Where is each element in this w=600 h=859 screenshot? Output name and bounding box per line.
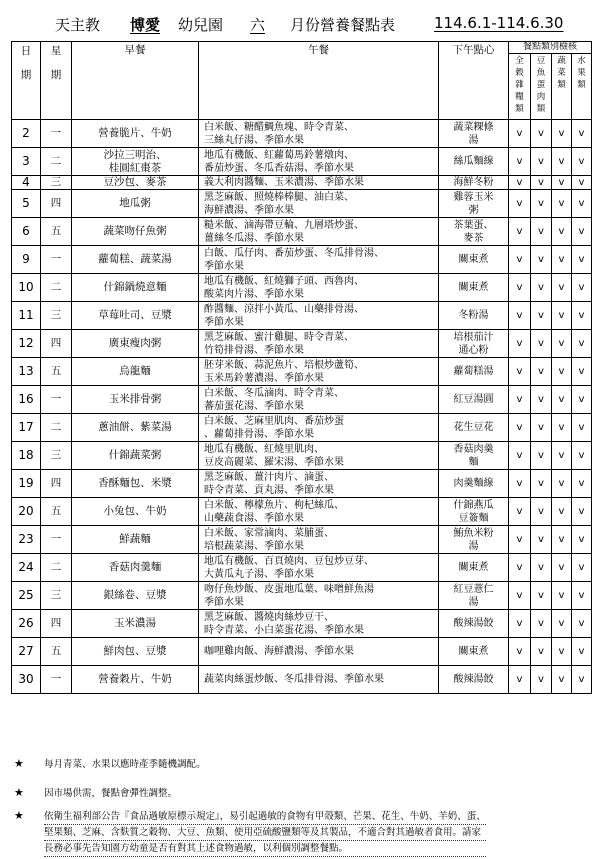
row-lunch: 白米飯、檸檬魚片、枸杞絲瓜、 山藥蔬食湯、季節水果 bbox=[199, 498, 439, 526]
check-mark: v bbox=[572, 442, 592, 470]
check-mark: v bbox=[531, 414, 552, 442]
row-date: 30 bbox=[12, 666, 41, 694]
row-weekday: 四 bbox=[41, 190, 72, 218]
row-date: 27 bbox=[12, 638, 41, 666]
check-mark: v bbox=[572, 638, 592, 666]
check-mark: v bbox=[552, 190, 572, 218]
check-mark: v bbox=[552, 218, 572, 246]
row-weekday: 二 bbox=[41, 148, 72, 176]
check-mark: v bbox=[509, 554, 531, 582]
menu-row bbox=[12, 246, 592, 274]
check-mark: v bbox=[531, 246, 552, 274]
row-weekday: 三 bbox=[41, 582, 72, 610]
row-weekday: 三 bbox=[41, 442, 72, 470]
check-mark: v bbox=[572, 610, 592, 638]
check-mark: v bbox=[531, 330, 552, 358]
row-lunch: 黑芝麻飯、蜜汁雞腿、時令青菜、 竹筍排骨湯、季節水果 bbox=[199, 330, 439, 358]
check-mark: v bbox=[552, 526, 572, 554]
check-mark: v bbox=[531, 302, 552, 330]
star-icon: ★ bbox=[14, 809, 24, 822]
row-date: 24 bbox=[12, 554, 41, 582]
row-breakfast: 營養脆片、牛奶 bbox=[72, 120, 199, 148]
check-mark: v bbox=[572, 190, 592, 218]
check-mark: v bbox=[509, 218, 531, 246]
menu-row bbox=[12, 470, 592, 498]
header-cat-vegetable: 蔬 菜 類 bbox=[552, 54, 572, 120]
menu-table bbox=[11, 41, 592, 694]
row-date: 26 bbox=[12, 610, 41, 638]
check-mark: v bbox=[531, 554, 552, 582]
check-mark: v bbox=[509, 190, 531, 218]
check-mark: v bbox=[531, 190, 552, 218]
row-snack: 關東煮 bbox=[439, 638, 509, 666]
row-snack: 茶葉蛋、 麥茶 bbox=[439, 218, 509, 246]
menu-row bbox=[12, 610, 592, 638]
row-breakfast: 地瓜粥 bbox=[72, 190, 199, 218]
menu-row bbox=[12, 526, 592, 554]
row-weekday: 一 bbox=[41, 246, 72, 274]
row-snack: 酸辣湯餃 bbox=[439, 610, 509, 638]
check-mark: v bbox=[531, 386, 552, 414]
row-snack: 培根茄汁 通心粉 bbox=[439, 330, 509, 358]
check-mark: v bbox=[509, 582, 531, 610]
check-mark: v bbox=[572, 498, 592, 526]
menu-title bbox=[0, 14, 600, 40]
row-breakfast: 蔥油餅、紫菜湯 bbox=[72, 414, 199, 442]
row-lunch: 胚芽米飯、蒜泥魚片、培根炒蘆筍、 玉米馬鈴薯濃湯、季節水果 bbox=[199, 358, 439, 386]
check-mark: v bbox=[531, 176, 552, 190]
title-school: 天主教 bbox=[55, 16, 101, 34]
check-mark: v bbox=[531, 610, 552, 638]
check-mark: v bbox=[572, 414, 592, 442]
row-date: 12 bbox=[12, 330, 41, 358]
menu-row bbox=[12, 148, 592, 176]
header-date: 日 期 bbox=[12, 42, 41, 120]
row-breakfast: 香酥麵包、米漿 bbox=[72, 470, 199, 498]
row-date: 20 bbox=[12, 498, 41, 526]
row-lunch: 黑芝麻飯、照燒棒棒腿、油白菜、 海鮮濃湯、季節水果 bbox=[199, 190, 439, 218]
row-lunch: 地瓜有機飯、紅燒里肌肉、 豆皮高麗菜、羅宋湯、季節水果 bbox=[199, 442, 439, 470]
row-weekday: 一 bbox=[41, 526, 72, 554]
menu-row bbox=[12, 120, 592, 148]
check-mark: v bbox=[552, 148, 572, 176]
row-weekday: 五 bbox=[41, 498, 72, 526]
row-date: 19 bbox=[12, 470, 41, 498]
row-weekday: 一 bbox=[41, 666, 72, 694]
check-mark: v bbox=[509, 330, 531, 358]
check-mark: v bbox=[552, 554, 572, 582]
check-mark: v bbox=[552, 246, 572, 274]
row-breakfast: 玉米排骨粥 bbox=[72, 386, 199, 414]
row-snack: 肉羹麵線 bbox=[439, 470, 509, 498]
header-lunch: 午餐 bbox=[199, 42, 439, 120]
check-mark: v bbox=[572, 358, 592, 386]
row-weekday: 一 bbox=[41, 120, 72, 148]
row-weekday: 五 bbox=[41, 638, 72, 666]
check-mark: v bbox=[509, 638, 531, 666]
row-weekday: 一 bbox=[41, 386, 72, 414]
row-weekday: 二 bbox=[41, 274, 72, 302]
row-date: 4 bbox=[12, 176, 41, 190]
row-weekday: 四 bbox=[41, 610, 72, 638]
row-lunch: 酢醬麵、涼拌小黃瓜、山藥排骨湯、 季節水果 bbox=[199, 302, 439, 330]
row-lunch: 白米飯、芝麻里肌肉、番茄炒蛋 、蘿蔔排骨湯、季節水果 bbox=[199, 414, 439, 442]
row-snack: 酸辣湯餃 bbox=[439, 666, 509, 694]
row-weekday: 四 bbox=[41, 470, 72, 498]
row-weekday: 五 bbox=[41, 358, 72, 386]
check-mark: v bbox=[572, 582, 592, 610]
row-breakfast: 廣東瘦肉粥 bbox=[72, 330, 199, 358]
check-mark: v bbox=[572, 302, 592, 330]
menu-row bbox=[12, 218, 592, 246]
check-mark: v bbox=[572, 176, 592, 190]
row-breakfast: 蘿蔔糕、蔬菜湯 bbox=[72, 246, 199, 274]
check-mark: v bbox=[531, 218, 552, 246]
check-mark: v bbox=[509, 414, 531, 442]
star-icon: ★ bbox=[14, 786, 24, 799]
check-mark: v bbox=[572, 218, 592, 246]
row-snack: 關東煮 bbox=[439, 246, 509, 274]
check-mark: v bbox=[552, 358, 572, 386]
check-mark: v bbox=[509, 470, 531, 498]
check-mark: v bbox=[552, 176, 572, 190]
check-mark: v bbox=[509, 120, 531, 148]
menu-row bbox=[12, 442, 592, 470]
menu-row bbox=[12, 414, 592, 442]
row-weekday: 二 bbox=[41, 414, 72, 442]
check-mark: v bbox=[531, 274, 552, 302]
row-snack: 紅豆湯圓 bbox=[439, 386, 509, 414]
check-mark: v bbox=[531, 498, 552, 526]
check-mark: v bbox=[509, 274, 531, 302]
row-date: 9 bbox=[12, 246, 41, 274]
header-cat-protein: 豆 魚 蛋 肉 類 bbox=[531, 54, 552, 120]
row-breakfast: 蔬菜吻仔魚粥 bbox=[72, 218, 199, 246]
row-breakfast: 烏龍麵 bbox=[72, 358, 199, 386]
check-mark: v bbox=[531, 638, 552, 666]
check-mark: v bbox=[552, 666, 572, 694]
check-mark: v bbox=[552, 330, 572, 358]
check-mark: v bbox=[509, 498, 531, 526]
row-lunch: 糙米飯、滷海帶豆輪、九層塔炒蛋、 薑絲冬瓜湯、季節水果 bbox=[199, 218, 439, 246]
row-breakfast: 營養穀片、牛奶 bbox=[72, 666, 199, 694]
row-snack: 什錦燕瓜 豆簽麵 bbox=[439, 498, 509, 526]
row-lunch: 白米飯、糖醋鯛魚塊、時令青菜、 三絲丸仔湯、季節水果 bbox=[199, 120, 439, 148]
row-snack: 關東煮 bbox=[439, 274, 509, 302]
check-mark: v bbox=[531, 666, 552, 694]
check-mark: v bbox=[531, 470, 552, 498]
row-breakfast: 草莓吐司、豆漿 bbox=[72, 302, 199, 330]
row-breakfast: 小兔包、牛奶 bbox=[72, 498, 199, 526]
row-date: 10 bbox=[12, 274, 41, 302]
row-lunch: 白飯、瓜仔肉、番茄炒蛋、冬瓜排骨湯、 季節水果 bbox=[199, 246, 439, 274]
header-snack: 下午點心 bbox=[439, 42, 509, 120]
check-mark: v bbox=[552, 498, 572, 526]
check-mark: v bbox=[509, 386, 531, 414]
menu-row bbox=[12, 582, 592, 610]
check-mark: v bbox=[531, 582, 552, 610]
header-breakfast: 早餐 bbox=[72, 42, 199, 120]
check-mark: v bbox=[531, 442, 552, 470]
row-snack: 雞蓉玉米 粥 bbox=[439, 190, 509, 218]
row-snack: 冬粉湯 bbox=[439, 302, 509, 330]
row-breakfast: 銀絲卷、豆漿 bbox=[72, 582, 199, 610]
check-mark: v bbox=[509, 246, 531, 274]
row-lunch: 黑芝麻飯、薑汁肉片、滷蛋、 時令青菜、貢丸湯、季節水果 bbox=[199, 470, 439, 498]
header-cat-grains: 全 穀 雜 糧 類 bbox=[509, 54, 531, 120]
check-mark: v bbox=[572, 526, 592, 554]
row-breakfast: 鮮肉包、豆漿 bbox=[72, 638, 199, 666]
menu-row bbox=[12, 638, 592, 666]
check-mark: v bbox=[509, 442, 531, 470]
check-mark: v bbox=[572, 386, 592, 414]
row-lunch: 地瓜有機飯、百頁燒肉、豆包炒豆芽、 大黃瓜丸子湯、季節水果 bbox=[199, 554, 439, 582]
check-mark: v bbox=[552, 470, 572, 498]
check-mark: v bbox=[552, 582, 572, 610]
row-weekday: 四 bbox=[41, 330, 72, 358]
check-mark: v bbox=[552, 120, 572, 148]
row-lunch: 吻仔魚炒飯、皮蛋地瓜葉、味噌鮮魚湯 季節水果 bbox=[199, 582, 439, 610]
menu-row bbox=[12, 498, 592, 526]
row-weekday: 五 bbox=[41, 218, 72, 246]
menu-row bbox=[12, 190, 592, 218]
row-lunch: 義大利肉醬麵、玉米濃湯、季節水果 bbox=[199, 176, 439, 190]
check-mark: v bbox=[572, 554, 592, 582]
check-mark: v bbox=[572, 120, 592, 148]
check-mark: v bbox=[552, 442, 572, 470]
row-date: 5 bbox=[12, 190, 41, 218]
title-school-suffix: 幼兒園 bbox=[178, 16, 224, 34]
row-lunch: 蔬菜肉絲蛋炒飯、冬瓜排骨湯、季節水果 bbox=[199, 666, 439, 694]
row-weekday: 二 bbox=[41, 554, 72, 582]
row-breakfast: 鮮蔬麵 bbox=[72, 526, 199, 554]
row-snack: 蘿蔔糕湯 bbox=[439, 358, 509, 386]
row-date: 23 bbox=[12, 526, 41, 554]
check-mark: v bbox=[572, 666, 592, 694]
check-mark: v bbox=[531, 120, 552, 148]
check-mark: v bbox=[572, 274, 592, 302]
title-menu-label: 月份營養餐點表 bbox=[290, 16, 396, 34]
row-breakfast: 香菇肉羹麵 bbox=[72, 554, 199, 582]
check-mark: v bbox=[509, 148, 531, 176]
menu-row bbox=[12, 666, 592, 694]
row-lunch: 白米飯、家常滷肉、菜脯蛋、 培根蔬菜湯、季節水果 bbox=[199, 526, 439, 554]
row-date: 2 bbox=[12, 120, 41, 148]
check-mark: v bbox=[572, 148, 592, 176]
check-mark: v bbox=[531, 148, 552, 176]
row-breakfast: 玉米濃湯 bbox=[72, 610, 199, 638]
row-snack: 花生豆花 bbox=[439, 414, 509, 442]
row-breakfast: 什錦鍋燒意麵 bbox=[72, 274, 199, 302]
check-mark: v bbox=[531, 358, 552, 386]
star-icon: ★ bbox=[14, 757, 24, 770]
row-lunch: 咖哩雞肉飯、海鮮濃湯、季節水果 bbox=[199, 638, 439, 666]
row-snack: 紅豆薏仁 湯 bbox=[439, 582, 509, 610]
row-breakfast: 豆沙包、麥茶 bbox=[72, 176, 199, 190]
header-check-group: 餐點類別檢核 bbox=[509, 42, 592, 54]
row-weekday: 三 bbox=[41, 302, 72, 330]
check-mark: v bbox=[552, 274, 572, 302]
check-mark: v bbox=[509, 666, 531, 694]
check-mark: v bbox=[509, 176, 531, 190]
row-lunch: 地瓜有機飯、紅燒獅子頭、西魯肉、 酸菜肉片湯、季節水果 bbox=[199, 274, 439, 302]
header-cat-fruit: 水 果 類 bbox=[572, 54, 592, 120]
row-snack: 香菇肉羹 麵 bbox=[439, 442, 509, 470]
title-month: 六 bbox=[250, 16, 266, 34]
row-date: 13 bbox=[12, 358, 41, 386]
check-mark: v bbox=[531, 526, 552, 554]
check-mark: v bbox=[572, 470, 592, 498]
row-date: 17 bbox=[12, 414, 41, 442]
title-period: 114.6.1-114.6.30 bbox=[434, 14, 564, 32]
menu-row bbox=[12, 176, 592, 190]
row-date: 16 bbox=[12, 386, 41, 414]
header-weekday: 星 期 bbox=[41, 42, 72, 120]
title-school-name: 博愛 bbox=[130, 16, 161, 34]
row-lunch: 地瓜有機飯、紅蘿蔔馬鈴薯燉肉、 番茄炒蛋、冬瓜香菇湯、季節水果 bbox=[199, 148, 439, 176]
row-date: 11 bbox=[12, 302, 41, 330]
row-date: 3 bbox=[12, 148, 41, 176]
menu-row bbox=[12, 358, 592, 386]
check-mark: v bbox=[552, 386, 572, 414]
menu-row bbox=[12, 274, 592, 302]
check-mark: v bbox=[509, 526, 531, 554]
menu-row bbox=[12, 302, 592, 330]
menu-row bbox=[12, 554, 592, 582]
check-mark: v bbox=[509, 610, 531, 638]
row-lunch: 黑芝麻飯、醬燒肉絲炒豆干、 時令青菜、小白菜蛋花湯、季節水果 bbox=[199, 610, 439, 638]
check-mark: v bbox=[552, 414, 572, 442]
row-lunch: 白米飯、冬瓜滷肉、時令青菜、 蕃茄蛋花湯、季節水果 bbox=[199, 386, 439, 414]
check-mark: v bbox=[552, 638, 572, 666]
menu-body bbox=[12, 120, 592, 694]
row-weekday: 三 bbox=[41, 176, 72, 190]
check-mark: v bbox=[572, 246, 592, 274]
check-mark: v bbox=[552, 302, 572, 330]
check-mark: v bbox=[552, 610, 572, 638]
row-snack: 關東煮 bbox=[439, 554, 509, 582]
menu-row bbox=[12, 386, 592, 414]
row-snack: 海鮮冬粉 bbox=[439, 176, 509, 190]
row-snack: 蔬菜粿條 湯 bbox=[439, 120, 509, 148]
check-mark: v bbox=[509, 358, 531, 386]
menu-row bbox=[12, 330, 592, 358]
check-mark: v bbox=[509, 302, 531, 330]
check-mark: v bbox=[572, 330, 592, 358]
row-breakfast: 什錦蔬菜粥 bbox=[72, 442, 199, 470]
row-date: 25 bbox=[12, 582, 41, 610]
row-snack: 絲瓜麵線 bbox=[439, 148, 509, 176]
row-date: 18 bbox=[12, 442, 41, 470]
row-date: 6 bbox=[12, 218, 41, 246]
row-snack: 鮪魚米粉 湯 bbox=[439, 526, 509, 554]
row-breakfast: 沙拉三明治、 桂圓紅棗茶 bbox=[72, 148, 199, 176]
